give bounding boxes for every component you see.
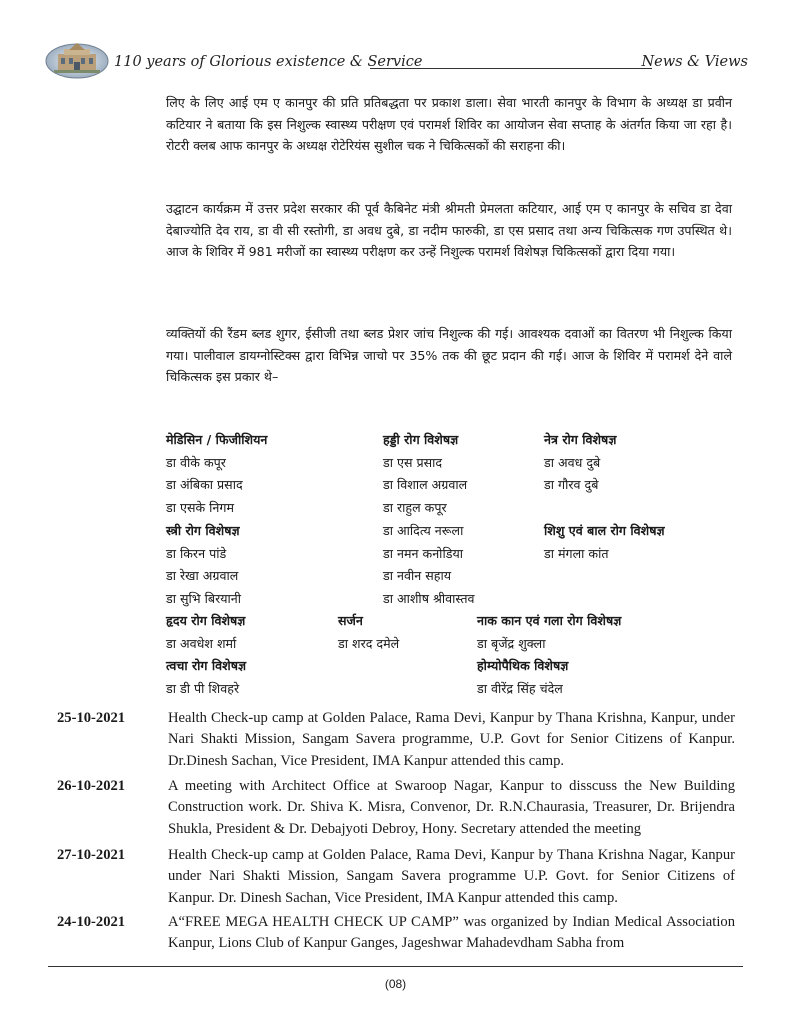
doctor-name: डा एसके निगम (166, 500, 235, 516)
event-description: Health Check-up camp at Golden Palace, Rama Devi, Kanpur by Thana Krishna Nagar, Kanpur under Nari Shakti Mission, Sangam Savera programme U.P. Govt. for Senior Citizens of Kanpur. Dr. Dinesh Sachan, Vice President, IMA Kanpur attended this camp. (168, 847, 735, 906)
doctor-name: डा नवीन सहाय (383, 568, 452, 584)
page-header (44, 40, 748, 84)
specialty-heading: त्वचा रोग विशेषज्ञ (166, 658, 247, 674)
specialists-row2-column-2 (338, 610, 399, 655)
paragraph-3: व्यक्तियों की रैंडम ब्लड शुगर, ईसीजी तथा ब्लड प्रेशर जांच निशुल्क की गई। आवश्यक दवाओं का वितरण भी निशुल्क किया गया। पालीवाल डायग्नोस्टिक्स द्वारा विभिन्न जाचो पर 35% तक की छूट प्रदान की गई। आज के शिविर में परामर्श देने वाले चिकित्सक इस प्रकार थे– (166, 326, 732, 384)
event-entry (57, 845, 737, 913)
doctor-name: डा मंगला कांत (544, 545, 609, 561)
specialty-heading: होम्योपैथिक विशेषज्ञ (477, 658, 569, 674)
doctor-name: डा किरन पांडे (166, 545, 227, 561)
specialty-heading: मेडिसिन / फिजीशियन (166, 432, 268, 447)
specialty-heading: नेत्र रोग विशेषज्ञ (544, 432, 617, 447)
event-description: A“FREE MEGA HEALTH CHECK UP CAMP” was organized by Indian Medical Association Kanpur, Lions Club of Kanpur Ganges, Jageshwar Mahadevdham Sabha from (168, 914, 735, 952)
doctor-name: डा सुभि बिरयानी (166, 590, 242, 606)
event-date: 25-10-2021 (57, 710, 126, 726)
doctor-name: डा शरद दमेले (338, 635, 400, 651)
specialists-row2-column-3 (477, 610, 621, 701)
doctor-name: डा आशीष श्रीवास्तव (383, 590, 475, 606)
doctor-name: डा नमन कनोडिया (383, 545, 464, 561)
header-rule (370, 68, 652, 69)
specialty-heading: हृदय रोग विशेषज्ञ (166, 613, 246, 628)
doctor-name: डा विशाल अग्रवाल (383, 477, 468, 493)
paragraph-1: लिए के लिए आई एम ए कानपुर की प्रति प्रतिबद्धता पर प्रकाश डाला। सेवा भारती कानपुर के विभाग के अध्यक्ष डा प्रवीन कटियार ने बताया कि इस निशुल्क स्वास्थ्य परीक्षण एवं परामर्श शिविर का आयोजन सेवा सप्ताह के अंतर्गत किया जा रहा है। रोटरी क्लब आफ कानपुर के अध्यक्ष रोटेरियंस सुशील चक ने चिकित्सकों की सराहना की। (166, 95, 732, 153)
doctor-name: डा राहुल कपूर (383, 500, 447, 516)
event-date: 27-10-2021 (57, 847, 126, 863)
event-description: A meeting with Architect Office at Swaroop Nagar, Kanpur to disscuss the New Building Construction work. Dr. Shiva K. Misra, Convenor, Dr. R.N.Chaurasia, Treasurer, Dr. Brijendra Shukla, President & Dr. Debajyoti Debroy, Hony. Secretary attended the meeting (168, 778, 735, 837)
event-entry (57, 708, 737, 776)
specialty-heading: शिशु एवं बाल रोग विशेषज्ञ (544, 522, 665, 538)
page-number: (08) (384, 977, 407, 991)
header-tagline: 110 years of Glorious existence & Service (114, 54, 423, 70)
footer-rule (48, 966, 743, 967)
specialty-heading: नाक कान एवं गला रोग विशेषज्ञ (477, 613, 622, 628)
doctor-name: डा वीरेंद्र सिंह चंदेल (477, 681, 563, 697)
specialty-heading: स्त्री रोग विशेषज्ञ (166, 522, 240, 538)
doctor-name: डा एस प्रसाद (383, 454, 443, 470)
doctor-name: डा आदित्य नरूला (383, 522, 464, 538)
event-description: Health Check-up camp at Golden Palace, Rama Devi, Kanpur by Thana Krishna, Kanpur, under Nari Shakti Mission, Sangam Savera programme, U.P. Govt for Senior Citizens of Kanpur. Dr.Dinesh Sachan, Vice President, IMA Kanpur attended this camp. (168, 710, 735, 769)
doctor-name: डा बृजेंद्र शुक्ला (477, 635, 546, 651)
doctor-name: डा अंबिका प्रसाद (166, 477, 243, 493)
event-date: 26-10-2021 (57, 778, 126, 794)
specialty-heading: हड्डी रोग विशेषज्ञ (383, 432, 459, 447)
doctor-name: डा अवधेश शर्मा (166, 635, 237, 651)
doctor-name: डा अवध दुबे (544, 454, 601, 470)
paragraph-2: उद्घाटन कार्यक्रम में उत्तर प्रदेश सरकार की पूर्व कैबिनेट मंत्री श्रीमती प्रेमलता कटियार, आई एम ए कानपुर के सचिव डा देवा देबाज्योति देव राय, डा वी सी रस्तोगी, डा अवध दुबे, डा नदीम फारुकी, डा एस प्रसाद तथा अन्य चिकित्सक गण उपस्थित थे। आज के शिविर में 981 मरीजों का स्वास्थ्य परीक्षण कर उन्हें निशुल्क परामर्श विशेषज्ञ चिकित्सकों द्वारा दिया गया। (166, 201, 732, 259)
doctor-name: डा रेखा अग्रवाल (166, 568, 239, 584)
doctor-name: डा गौरव दुबे (544, 477, 599, 493)
specialists-column-2 (383, 429, 475, 611)
specialists-column-3 (544, 429, 665, 565)
specialists-column-1 (166, 429, 267, 611)
event-date: 24-10-2021 (57, 914, 126, 930)
event-entry (57, 912, 737, 958)
doctor-name: डा डी पी शिवहरे (166, 681, 240, 697)
ima-building-logo-icon (44, 40, 114, 80)
event-entry (57, 776, 737, 844)
specialists-row2-column-1 (166, 610, 246, 701)
doctor-name: डा वीके कपूर (166, 454, 226, 470)
header-section-title: News & Views (641, 54, 748, 70)
doctor-name (544, 497, 665, 520)
specialty-heading: सर्जन (338, 613, 363, 628)
